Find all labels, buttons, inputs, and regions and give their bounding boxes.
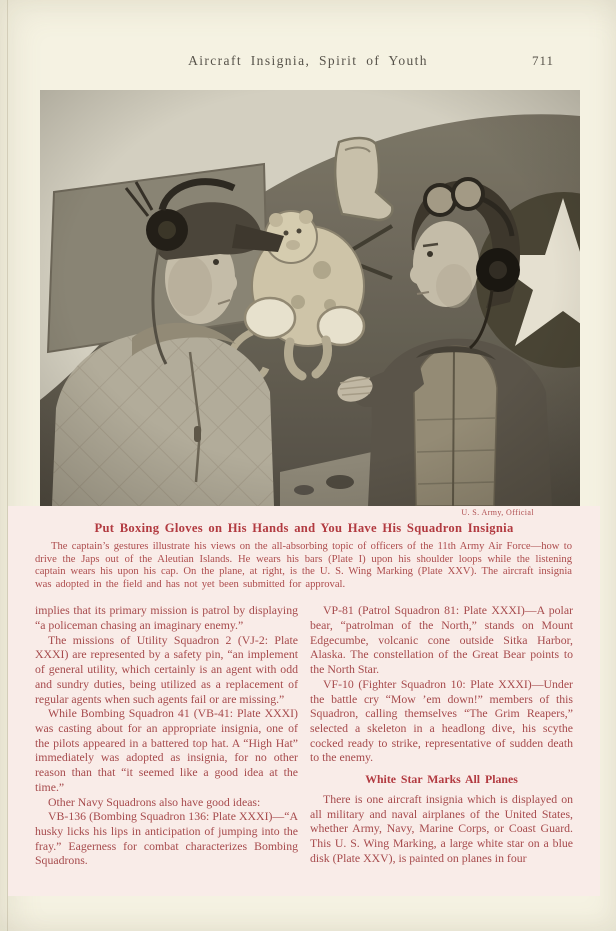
section-heading: White Star Marks All Planes	[365, 772, 518, 787]
photo-credit: U. S. Army, Official	[461, 508, 534, 517]
paragraph: VF-10 (Fighter Squadron 10: Plate XXXI)—Under the battle cry “Mow ’em down!” members of this Squadron, calling themselves “The Grim Reapers,” selected a skeleton in a headlong dive, his scythe cocked ready to strike, representative of sudden death to the enemy.	[310, 676, 573, 765]
paragraph: VP-81 (Patrol Squadron 81: Plate XXXI)—A polar bear, “patrolman of the North,” stands on Mount Edgecumbe, volcanic cone outside Sitka Harbor, Alaska. The constellation of the Great Bear points to the North Star.	[310, 603, 573, 677]
page-number: 711	[531, 53, 554, 68]
photo-illustration	[40, 90, 580, 506]
body-columns	[35, 603, 573, 868]
caption-title: Put Boxing Gloves on His Hands and You Have His Squadron Insignia	[94, 521, 514, 535]
right-column	[310, 603, 573, 868]
running-head	[0, 53, 616, 73]
paragraph: Other Navy Squadrons also have good ideas:	[48, 794, 261, 809]
left-column	[35, 603, 298, 868]
caption-and-text-panel	[8, 506, 600, 896]
paragraph: The missions of Utility Squadron 2 (VJ-2: Plate XXXI) are represented by a safety pin, “an implement of general utility, which certainly is an agent with odd and sundry duties, being utilized as a replacement of regular agents when such agents fail or are missing.”	[35, 632, 298, 706]
caption-body: The captain’s gestures illustrate his views on the all-absorbing topic of officers of the 11th Army Air Force—how to drive the Japs out of the Aleutian Islands. He wears his bars (Plate I) upon his shoulder loops while the listening captain wears his upon his cap. On the plane, at right, is the U. S. Wing Marking (Plate XXV). The aircraft insignia was adopted in the field and has not yet been submitted for approval.	[35, 541, 572, 590]
paragraph: VB-136 (Bombing Squadron 136: Plate XXXI)—“A husky licks his lips in anticipation of jumping into the fray.” Eagerness for combat characterizes Bombing Squadrons.	[35, 809, 298, 868]
paragraph: implies that its primary mission is patrol by displaying “a policeman chasing an imaginary enemy.”	[35, 603, 298, 633]
paragraph: There is one aircraft insignia which is displayed on all military and naval airplanes of the United States, whether Army, Navy, Marine Corps, or Coast Guard. This U. S. Wing Marking, a large white star on a blue disk (Plate XXV), is painted on planes in four	[310, 791, 573, 865]
page-title: Aircraft Insignia, Spirit of Youth	[188, 53, 428, 68]
photograph	[40, 90, 580, 506]
paragraph: While Bombing Squadron 41 (VB-41: Plate XXXI) was casting about for an appropriate insignia, one of the pilots appeared in a battered top hat. A “High Hat” immediately was adopted as insignia, for no other reason than that “it seemed like a good idea at the time.”	[35, 706, 298, 794]
